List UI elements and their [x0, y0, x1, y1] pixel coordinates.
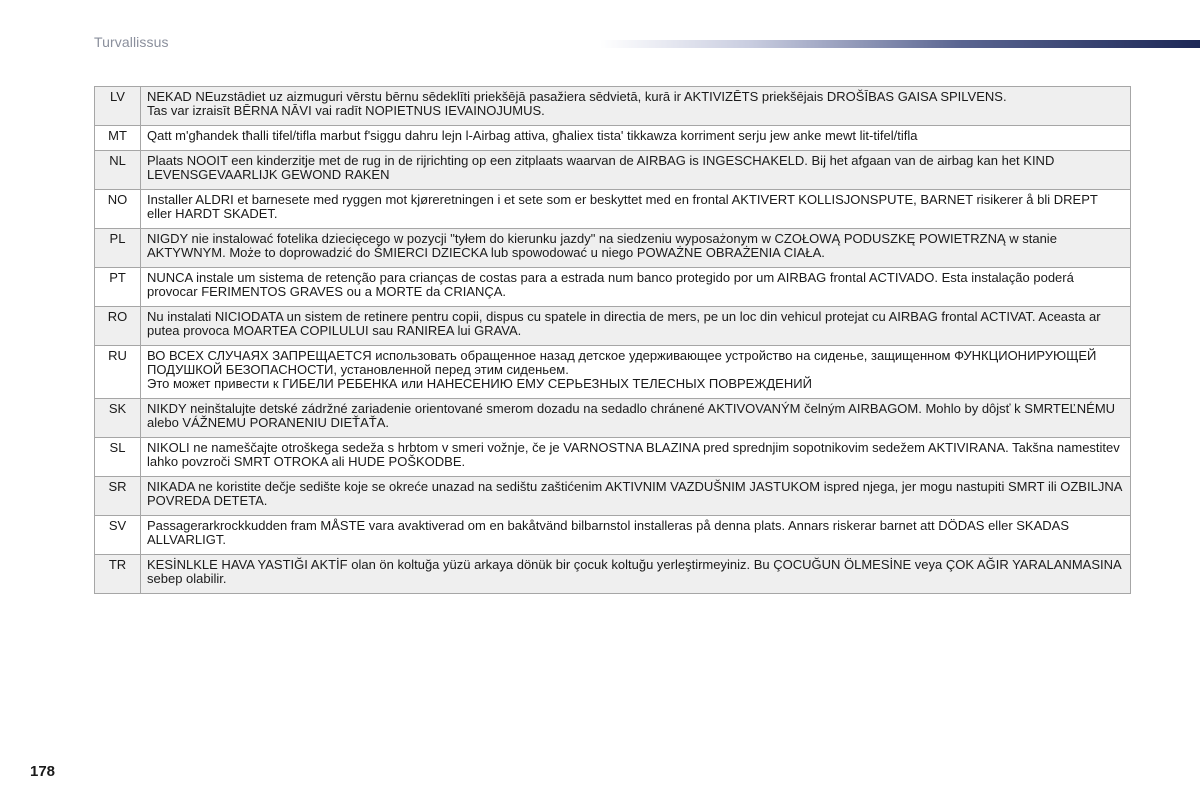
warning-text: NIKDY neinštalujte detské zádržné zariadenie orientované smerom dozadu na sedadlo chránené AKTIVOVANÝM čelným AIRBAGOM. Mohlo by dôjsť k SMRTEĽNÉMU alebo VÁŽNEMU PORANENIU DIEŤAŤA.: [141, 399, 1131, 438]
warning-text: NUNCA instale um sistema de retenção para crianças de costas para a estrada num banco protegido por um AIRBAG frontal ACTIVADO. Esta instalação poderá provocar FERIMENTOS GRAVES ou a MORTE da CRIANÇA.: [141, 268, 1131, 307]
page-number: 178: [30, 763, 56, 780]
table-row: [95, 268, 1131, 307]
table-row: [95, 399, 1131, 438]
language-code: NO: [95, 190, 141, 229]
table-row: [95, 307, 1131, 346]
language-code: NL: [95, 151, 141, 190]
warning-text: NIGDY nie instalować fotelika dziecięcego w pozycji "tyłem do kierunku jazdy" na siedzeniu wyposażonym w CZOŁOWĄ PODUSZKĘ POWIETRZNĄ w stanie AKTYWNYM. Może to doprowadzić do ŚMIERCI DZIECKA lub spowodować u niego POWAŻNE OBRAŻENIA CIAŁA.: [141, 229, 1131, 268]
table-row: [95, 151, 1131, 190]
warning-text: ВО ВСЕХ СЛУЧАЯХ ЗАПРЕЩАЕТСЯ использовать обращенное назад детское удерживающее устройство на сиденье, защищенном ФУНКЦИОНИРУЮЩЕЙ ПОДУШКОЙ БЕЗОПАСНОСТИ, установленной перед этим сиденьем. Это может привести к ГИБЕЛИ РЕБЕНКА или НАНЕСЕНИЮ ЕМУ СЕРЬЕЗНЫХ ТЕЛЕСНЫХ ПОВРЕЖДЕНИЙ: [141, 346, 1131, 399]
warning-text: KESİNLKLE HAVA YASTIĞI AKTİF olan ön koltuğa yüzü arkaya dönük bir çocuk koltuğu yerleştirmeyiniz. Bu ÇOCUĞUN ÖLMESİNE veya ÇOK AĞIR YARALANMASINA sebep olabilir.: [141, 555, 1131, 594]
language-code: RO: [95, 307, 141, 346]
warning-text: NIKADA ne koristite dečje sedište koje se okreće unazad na sedištu zaštićenim AKTIVNIM VAZDUŠNIM JASTUKOM ispred njega, jer mogu nastupiti SMRT ili OZBILJNA POVREDA DETETA.: [141, 477, 1131, 516]
header-gradient-bar: [600, 40, 1200, 48]
warning-text: Installer ALDRI et barnesete med ryggen mot kjøreretningen i et sete som er beskyttet med en frontal AKTIVERT KOLLISJONSPUTE, BARNET risikerer å bli DREPT eller HARDT SKADET.: [141, 190, 1131, 229]
table-row: [95, 346, 1131, 399]
table-row: [95, 516, 1131, 555]
language-code: RU: [95, 346, 141, 399]
table-row: [95, 190, 1131, 229]
table-row: [95, 555, 1131, 594]
language-code: SR: [95, 477, 141, 516]
language-code: SV: [95, 516, 141, 555]
language-code: PL: [95, 229, 141, 268]
table-row: [95, 229, 1131, 268]
language-code: MT: [95, 126, 141, 151]
table-row: [95, 87, 1131, 126]
warning-text: NEKAD NEuzstādiet uz aizmuguri vērstu bērnu sēdeklīti priekšējā pasažiera sēdvietā, kurā ir AKTIVIZĒTS priekšējais DROŠĪBAS GAISA SPILVENS. Tas var izraisīt BĒRNA NĀVI vai radīt NOPIETNUS IEVAINOJUMUS.: [141, 87, 1131, 126]
table-row: [95, 438, 1131, 477]
warning-text: Qatt m'għandek tħalli tifel/tifla marbut f'siggu dahru lejn l-Airbag attiva, għaliex tista' tikkawza korriment serju jew anke mewt lit-tifel/tifla: [141, 126, 1131, 151]
warning-text: Plaats NOOIT een kinderzitje met de rug in de rijrichting op een zitplaats waarvan de AIRBAG is INGESCHAKELD. Bij het afgaan van de airbag kan het KIND LEVENSGEVAARLIJK GEWOND RAKEN: [141, 151, 1131, 190]
language-code: PT: [95, 268, 141, 307]
warning-text: Passagerarkrockkudden fram MÅSTE vara avaktiverad om en bakåtvänd bilbarnstol installeras på denna plats. Annars riskerar barnet att DÖDAS eller SKADAS ALLVARLIGT.: [141, 516, 1131, 555]
table-row: [95, 126, 1131, 151]
language-code: SL: [95, 438, 141, 477]
warning-text: NIKOLI ne nameščajte otroškega sedeža s hrbtom v smeri vožnje, če je VARNOSTNA BLAZINA pred sprednjim sopotnikovim sedežem AKTIVIRANA. Takšna namestitev lahko povzroči SMRT OTROKA ali HUDE POŠKODBE.: [141, 438, 1131, 477]
language-code: LV: [95, 87, 141, 126]
language-code: SK: [95, 399, 141, 438]
section-title: Turvallissus: [94, 34, 169, 50]
warning-text: Nu instalati NICIODATA un sistem de retinere pentru copii, dispus cu spatele in directia de mers, pe un loc din vehicul protejat cu AIRBAG frontal ACTIVAT. Aceasta ar putea provoca MOARTEA COPILULUI sau RANIREA lui GRAVA.: [141, 307, 1131, 346]
table-row: [95, 477, 1131, 516]
airbag-warning-table: [94, 86, 1131, 594]
language-code: TR: [95, 555, 141, 594]
